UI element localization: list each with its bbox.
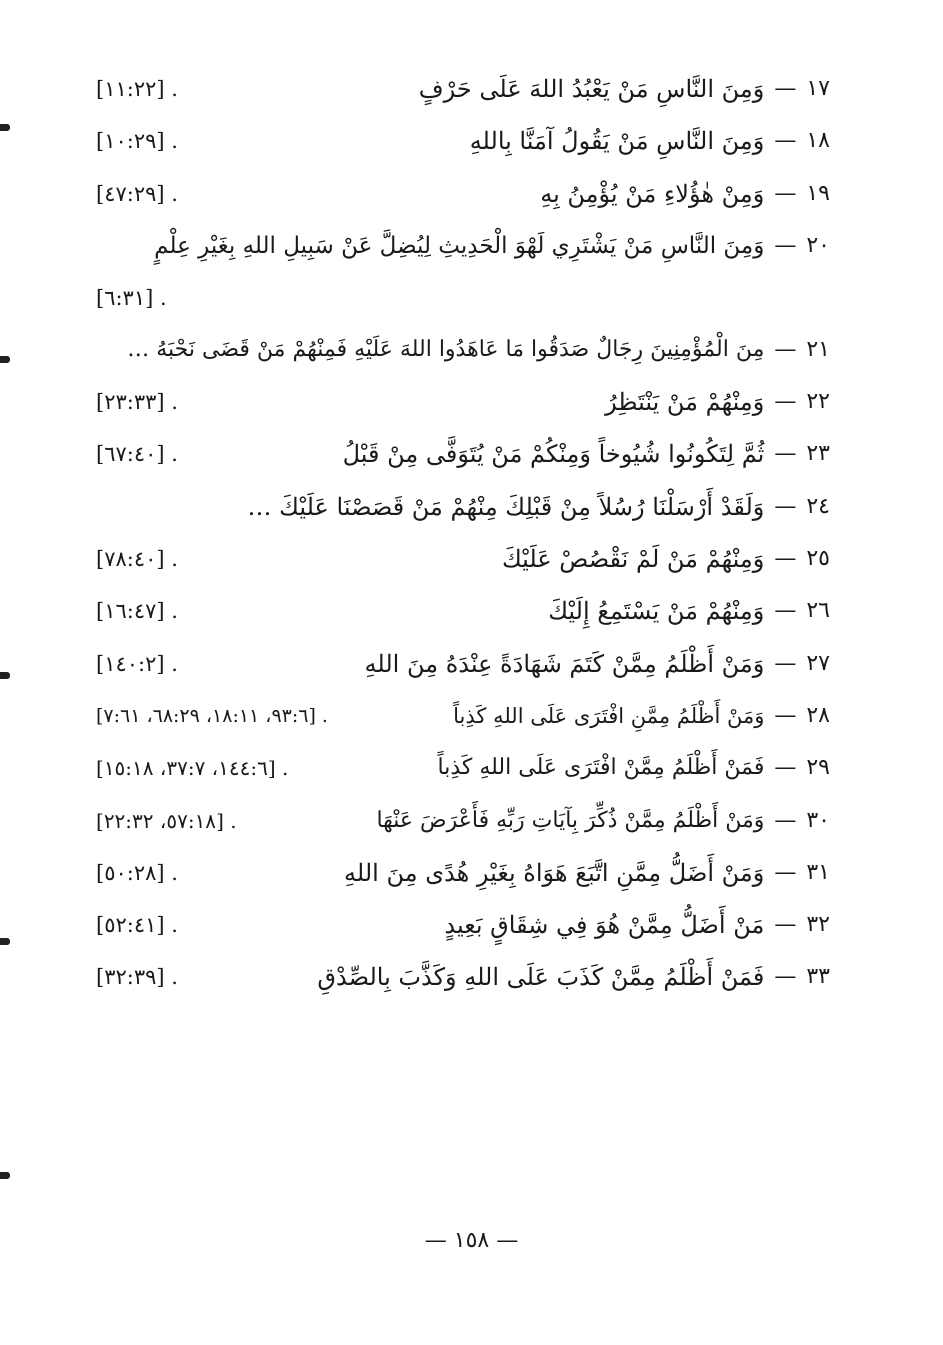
- binding-mark: [0, 938, 10, 945]
- dash: —: [774, 76, 797, 101]
- verse-reference: [٣٢:٣٩] .: [96, 965, 178, 990]
- verse-text: فَمَنْ أَظْلَمُ مِمَّنْ افْتَرَى عَلَى اللهِ كَذِباً: [437, 755, 765, 781]
- dash: —: [774, 180, 797, 206]
- verse-entry: [96, 223, 830, 327]
- verse-entry: [96, 693, 830, 745]
- verse-number: ٢٧: [806, 650, 830, 676]
- verse-text: وَمَنْ أَضَلُّ مِمَّنِ اتَّبَعَ هَوَاهُ بِغَيْرِ هُدًى مِنَ اللهِ: [344, 858, 765, 887]
- dash: —: [774, 755, 797, 781]
- verse-number: ٢٨: [806, 702, 830, 728]
- dash: —: [774, 650, 797, 676]
- verse-number: ٢٥: [806, 546, 830, 572]
- page-number: — ١٥٨ —: [424, 1228, 519, 1253]
- verse-number: ٢٢: [806, 389, 830, 415]
- verse-text: وَمَنْ أَظْلَمُ مِمَّنِ افْتَرَى عَلَى اللهِ كَذِباً: [453, 703, 765, 728]
- verse-entry: [96, 850, 830, 902]
- verse-entry: [96, 745, 830, 797]
- verse-line: [96, 536, 830, 582]
- verse-reference: [١٠:٢٩] .: [96, 129, 178, 154]
- verse-reference: [١٤٤:٦، ٣٧:٧، ١٥:١٨] .: [96, 756, 289, 781]
- verse-reference: [٦٧:٤٠] .: [96, 442, 178, 467]
- binding-mark: [0, 356, 10, 363]
- verse-reference: [٥٢:٤١] .: [96, 913, 178, 938]
- dash: —: [774, 128, 797, 154]
- verse-number: ٣٠: [806, 807, 830, 833]
- verse-entry: [96, 588, 830, 640]
- verse-entry: [96, 327, 830, 379]
- verse-text: وَمِنْ هٰؤُلاءِ مَنْ يُؤْمِنُ بِهِ: [540, 179, 765, 208]
- verse-entry: [96, 641, 830, 693]
- verse-entry: [96, 902, 830, 954]
- dash: —: [774, 336, 797, 362]
- verse-entry: [96, 536, 830, 588]
- verse-text: وَمِنْهُمْ مَنْ يَسْتَمِعُ إِلَيْكَ: [548, 597, 765, 626]
- verse-reference: [١٦:٤٧] .: [96, 599, 178, 624]
- verse-number: ٢٤: [806, 493, 830, 519]
- verse-text: مِنَ الْمُؤْمِنِينَ رِجَالٌ صَدَقُوا مَا عَاهَدُوا اللهَ عَلَيْهِ فَمِنْهُمْ مَنْ قَضَى نَحْبَهُ …: [127, 336, 765, 362]
- verse-number: ٢١: [806, 336, 830, 362]
- dash: —: [774, 598, 797, 624]
- verse-line: [96, 327, 830, 373]
- verse-line: [236, 484, 830, 530]
- verse-reference: [٦:٣١] .: [96, 285, 167, 310]
- dash: —: [774, 232, 797, 258]
- verse-line: [96, 850, 830, 896]
- verse-number: ٢٠: [806, 232, 830, 258]
- dash: —: [774, 912, 797, 938]
- verse-reference: [٥٧:١٨، ٢٢:٣٢] .: [96, 808, 237, 833]
- verse-text: وَمَنْ أَظْلَمُ مِمَّنْ كَتَمَ شَهَادَةً عِنْدَهُ مِنَ اللهِ: [364, 649, 765, 678]
- verse-number: ١٩: [806, 180, 830, 206]
- verse-entry: [96, 118, 830, 170]
- verse-number: ١٨: [806, 128, 830, 154]
- binding-mark: [0, 124, 10, 131]
- verse-text: وَمَنْ أَظْلَمُ مِمَّنْ ذُكِّرَ بِآيَاتِ رَبِّهِ فَأَعْرَضَ عَنْهَا: [376, 807, 765, 833]
- verse-reference: [٤٧:٢٩] .: [96, 181, 178, 206]
- verse-number: ٣٢: [806, 912, 830, 938]
- dash: —: [774, 964, 797, 990]
- verse-line: [96, 66, 830, 112]
- verse-entry: [96, 431, 830, 483]
- verse-text: مَنْ أَضَلُّ مِمَّنْ هُوَ فِي شِقَاقٍ بَعِيدٍ: [444, 911, 765, 940]
- verse-text: وَمِنَ النَّاسِ مَنْ يَعْبُدُ اللهَ عَلَى حَرْفٍ: [418, 75, 765, 103]
- dash: —: [774, 441, 797, 467]
- verse-reference: [٧٨:٤٠] .: [96, 547, 178, 572]
- verse-entry: [96, 66, 830, 118]
- verse-number: ٢٦: [806, 598, 830, 624]
- verse-reference: [٩٣:٦، ١٨:١١، ٦٨:٢٩، ٧:٦١] .: [96, 704, 328, 727]
- verse-number: ٢٣: [806, 441, 830, 467]
- verse-line: [96, 641, 830, 687]
- verse-entry: [96, 484, 830, 536]
- verse-line: [96, 379, 830, 425]
- verse-text: وَمِنْهُمْ مَنْ يَنْتَظِرُ: [605, 388, 765, 417]
- verse-line: [96, 223, 830, 269]
- verse-entry: [96, 171, 830, 223]
- verse-text: وَمِنَ النَّاسِ مَنْ يَقُولُ آمَنَّا بِاللهِ: [469, 127, 765, 156]
- verse-text: وَمِنَ النَّاسِ مَنْ يَشْتَرِي لَهْوَ الْحَدِيثِ لِيُضِلَّ عَنْ سَبِيلِ اللهِ بِغَيْرِ عِلْمٍ: [154, 232, 765, 259]
- verse-text: وَلَقَدْ أَرْسَلْنَا رُسُلاً مِنْ قَبْلِكَ مِنْهُمْ مَنْ قَصَصْنَا عَلَيْكَ …: [247, 492, 765, 521]
- verse-number: ٣٣: [806, 964, 830, 990]
- verse-text: فَمَنْ أَظْلَمُ مِمَّنْ كَذَبَ عَلَى اللهِ وَكَذَّبَ بِالصِّدْقِ: [317, 963, 765, 992]
- verse-reference: [١٤٠:٢] .: [96, 651, 178, 676]
- verse-reference: [٢٣:٣٣] .: [96, 390, 178, 415]
- verse-number: ١٧: [806, 76, 830, 101]
- binding-mark: [0, 672, 10, 679]
- verse-line: [96, 431, 830, 477]
- verse-text: ثُمَّ لِتَكُونُوا شُيُوخاً وَمِنْكُمْ مَنْ يُتَوَفَّى مِنْ قَبْلُ: [342, 440, 765, 469]
- dash: —: [774, 546, 797, 572]
- verse-line: [96, 171, 830, 217]
- verse-number: ٢٩: [806, 755, 830, 781]
- verse-entry: [96, 379, 830, 431]
- verse-list: [96, 66, 830, 1007]
- dash: —: [774, 807, 797, 833]
- verse-text: وَمِنْهُمْ مَنْ لَمْ نَقْصُصْ عَلَيْكَ: [501, 545, 765, 574]
- verse-line: [96, 118, 830, 164]
- verse-line: [96, 588, 830, 634]
- verse-reference: [١١:٢٢] .: [96, 77, 178, 101]
- dash: —: [774, 702, 797, 728]
- dash: —: [774, 493, 797, 519]
- verse-reference: [٥٠:٢٨] .: [96, 860, 178, 885]
- verse-line: [96, 954, 830, 1000]
- dash: —: [774, 389, 797, 415]
- dash: —: [774, 859, 797, 885]
- verse-entry: [96, 954, 830, 1006]
- verse-line: [96, 902, 830, 948]
- verse-number: ٣١: [806, 859, 830, 885]
- binding-mark: [0, 1172, 10, 1179]
- verse-entry: [96, 798, 830, 850]
